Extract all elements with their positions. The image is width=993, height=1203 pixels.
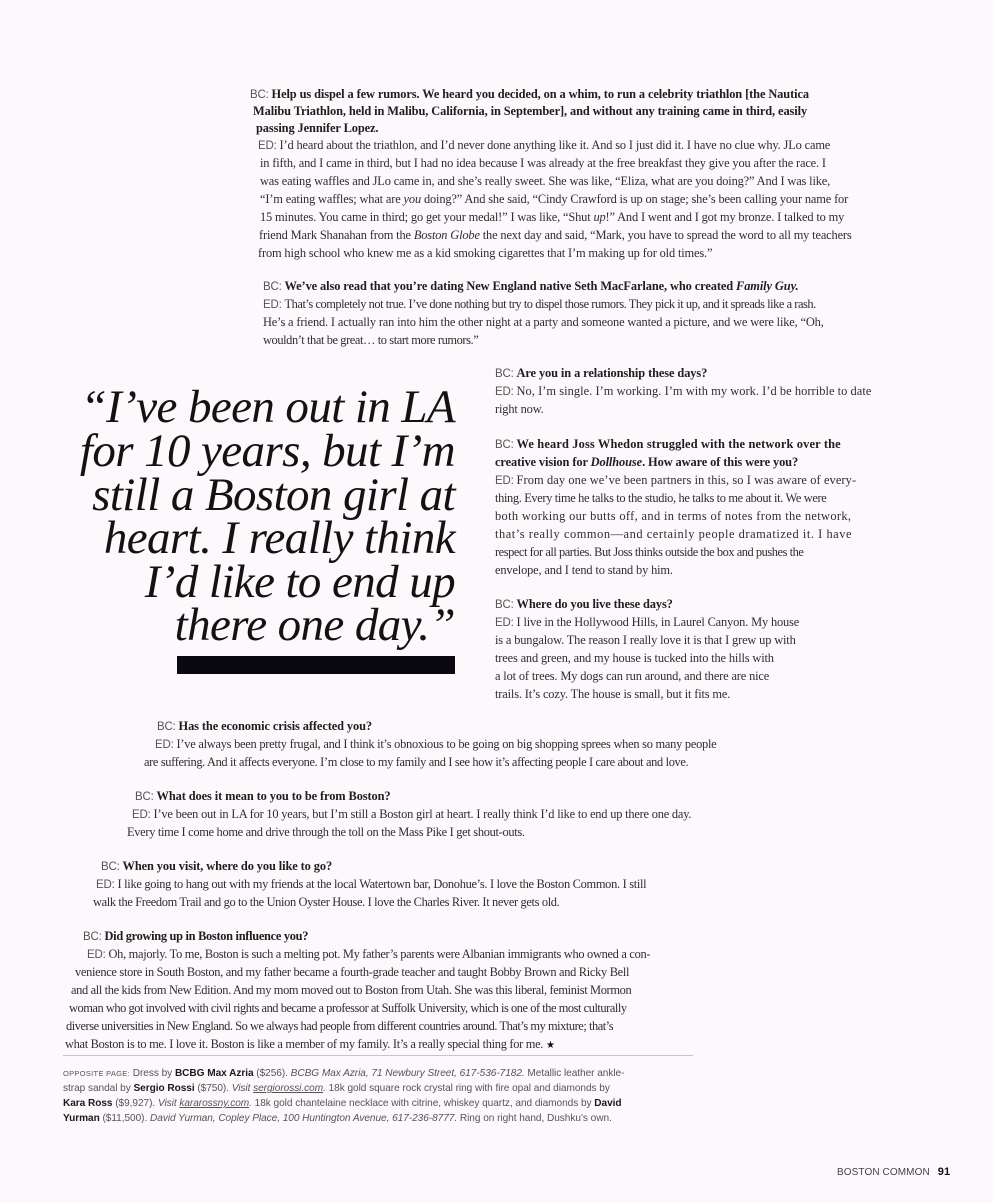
answer-text: respect for all parties. But Joss thinks outside the box and pushes the xyxy=(495,545,804,559)
answer-text: From day one we’ve been partners in this, so I was aware of every- xyxy=(516,473,857,487)
answer-line xyxy=(263,332,478,349)
answer-text: trees and green, and my house is tucked into the hills with xyxy=(495,651,774,665)
answer-line xyxy=(258,245,712,262)
credits-text: ($11,500). xyxy=(99,1113,151,1124)
answer-line xyxy=(263,314,824,331)
pull-quote-line: “I’ve been out in LA xyxy=(80,381,455,433)
answer-line xyxy=(96,876,646,894)
answer-text: venience store in South Boston, and my father became a fourth-grade teacher and taught Bobby Brown and Ricky Bell xyxy=(75,965,630,979)
answer-text: I’ve always been pretty frugal, and I think it’s obnoxious to be going on big shopping sprees when so many people xyxy=(176,737,717,751)
answer-text: from high school who knew me as a kid smoking cigarettes that I’m making up for old times.” xyxy=(258,246,713,260)
answer-text: and all the kids from New Edition. And my mom moved out to Boston from Utah. She was this liberal, feminist Mormon xyxy=(71,983,632,997)
designer-name: Kara Ross xyxy=(63,1098,113,1109)
question-emphasis: Dollhouse xyxy=(590,455,643,469)
answer-text: Every time I come home and drive through the toll on the Mass Pike I get shout-outs. xyxy=(127,825,525,839)
answer-text: envelope, and I tend to stand by him. xyxy=(495,563,673,577)
designer-name: BCBG Max Azria xyxy=(174,1068,254,1079)
answer-line xyxy=(263,296,816,314)
answer-line xyxy=(65,1036,555,1054)
answer-line xyxy=(259,227,852,244)
answer-text: is a bungalow. The reason I really love it is that I grew up with xyxy=(495,633,796,647)
credits-text: 18k gold square rock crystal ring with fire opal and diamonds by xyxy=(325,1083,610,1094)
question-where-live xyxy=(495,596,673,614)
bc-label: BC: xyxy=(135,791,154,803)
bc-label: BC: xyxy=(495,368,514,380)
answer-line xyxy=(260,209,844,226)
designer-name: David xyxy=(594,1098,622,1109)
credits-line xyxy=(63,1096,622,1111)
answer-text: “I’m eating waffles; what are xyxy=(260,192,404,206)
credits-text: ($9,927). xyxy=(112,1098,158,1109)
answer-line xyxy=(495,508,851,525)
bc-label: BC: xyxy=(83,931,102,943)
ed-label: ED: xyxy=(96,879,115,891)
ed-label: ED: xyxy=(263,299,282,311)
answer-line xyxy=(69,1000,627,1017)
pull-quote-line: heart. I really think xyxy=(103,512,455,564)
question-text: passing Jennifer Lopez. xyxy=(256,121,379,135)
answer-text: walk the Freedom Trail and go to the Union Oyster House. I love the Charles River. It never gets old. xyxy=(93,895,560,909)
answer-line xyxy=(75,964,629,981)
credits-text: Metallic leather ankle- xyxy=(524,1068,625,1079)
question-joss-whedon xyxy=(495,436,841,454)
question-line xyxy=(253,103,807,120)
credits-text: Ring on right hand, Dushku’s own. xyxy=(457,1113,612,1124)
store-info: . xyxy=(249,1098,252,1109)
answer-text: I’ve been out in LA for 10 years, but I’m still a Boston girl at heart. I really think I’d like to end up there one day. xyxy=(153,807,692,821)
answer-line xyxy=(155,736,716,754)
bc-label: BC: xyxy=(101,861,120,873)
question-text: What does it mean to you to be from Boston? xyxy=(156,789,391,803)
store-info: Visit xyxy=(231,1083,254,1094)
answer-text: He’s a friend. I actually ran into him the other night at a party and someone wanted a picture, and we were like, “Oh, xyxy=(263,315,824,329)
question-text: Malibu Triathlon, held in Malibu, California, in September], and without any training came in third, easily xyxy=(253,104,808,118)
answer-emphasis: you xyxy=(403,192,421,206)
answer-line xyxy=(87,946,650,964)
answer-text: woman who got involved with civil rights and became a professor at Suffolk University, which is one of the most culturally xyxy=(69,1001,627,1015)
answer-text: in fifth, and I came in third, but I had no idea because I was already at the free breakfast they give you after the race. I xyxy=(260,156,826,170)
answer-line xyxy=(495,544,803,561)
answer-text: are suffering. And it affects everyone. I’m close to my family and I see how it’s affecting people I care about and love. xyxy=(144,755,689,769)
ed-label: ED: xyxy=(87,949,106,961)
question-text: When you visit, where do you like to go? xyxy=(122,859,333,873)
answer-text: both working our butts off, and in terms of notes from the network, xyxy=(495,509,852,523)
credits-text: strap sandal by xyxy=(63,1083,134,1094)
credits-line xyxy=(63,1111,612,1126)
answer-text: 15 minutes. You came in third; go get your medal!” I was like, “Shut xyxy=(260,210,594,224)
ed-label: ED: xyxy=(495,386,514,398)
answer-text: doing?” And she said, “Cindy Crawford is up on stage; she’s been calling your name for xyxy=(421,192,849,206)
pull-quote-rule xyxy=(177,656,455,674)
answer-text: No, I’m single. I’m working. I’m with my work. I’d be horrible to date xyxy=(516,384,872,398)
answer-line xyxy=(495,383,871,401)
answer-text: the next day and said, “Mark, you have to spread the word to all my teachers xyxy=(479,228,852,242)
answer-line xyxy=(495,401,544,418)
credits-text: Dress by xyxy=(130,1068,175,1079)
answer-line xyxy=(495,686,730,703)
ed-label: ED: xyxy=(155,739,174,751)
credits-line xyxy=(63,1081,610,1096)
answer-line xyxy=(495,526,852,543)
store-info: David Yurman, Copley Place, 100 Huntington Avenue, 617-236-8777. xyxy=(150,1113,458,1124)
designer-name: Yurman xyxy=(63,1113,100,1124)
credits-lead: OPPOSITE PAGE: xyxy=(63,1069,130,1078)
answer-text: trails. It’s cozy. The house is small, but it fits me. xyxy=(495,687,731,701)
designer-name: Sergio Rossi xyxy=(133,1083,195,1094)
store-info: . xyxy=(323,1083,326,1094)
answer-text: !” And I went and I got my bronze. I talked to my xyxy=(605,210,845,224)
answer-line xyxy=(260,191,848,208)
answer-line xyxy=(495,562,673,579)
question-line xyxy=(256,120,378,137)
kararossny-link[interactable]: kararossny.com xyxy=(179,1098,250,1109)
question-text: Where do you live these days? xyxy=(516,597,673,611)
answer-line xyxy=(71,982,631,999)
answer-line xyxy=(127,824,525,841)
question-text: creative vision for xyxy=(495,455,591,469)
question-text: Help us dispel a few rumors. We heard you decided, on a whim, to run a celebrity triathlon [the Nautica xyxy=(271,87,809,101)
answer-line xyxy=(258,137,830,155)
answer-text: a lot of trees. My dogs can run around, and there are nice xyxy=(495,669,770,683)
answer-line xyxy=(260,173,830,190)
answer-text: right now. xyxy=(495,402,544,416)
answer-text: thing. Every time he talks to the studio, he talks to me about it. We were xyxy=(495,491,827,505)
question-text: . How aware of this were you? xyxy=(642,455,799,469)
publication-name: BOSTON COMMON xyxy=(837,1167,930,1178)
question-line xyxy=(495,454,798,471)
ed-label: ED: xyxy=(495,475,514,487)
ed-label: ED: xyxy=(258,140,277,152)
bc-label: BC: xyxy=(495,599,514,611)
pull-quote-line: still a Boston girl at xyxy=(92,469,455,521)
answer-text: I’d heard about the triathlon, and I’d never done anything like it. And so I just did it. I have no clue why. JLo came xyxy=(279,138,831,152)
pull-quote-line: there one day.” xyxy=(174,599,455,651)
answer-text: that’s really common—and certainly people dramatized it. I have xyxy=(495,527,853,541)
question-text: We’ve also read that you’re dating New England native Seth MacFarlane, who created xyxy=(284,279,737,293)
store-info: BCBG Max Azria, 71 Newbury Street, 617-536-7182. xyxy=(290,1068,525,1079)
answer-line xyxy=(495,490,826,507)
answer-line xyxy=(260,155,826,172)
question-text: Did growing up in Boston influence you? xyxy=(104,929,309,943)
end-star-icon: ★ xyxy=(546,1040,555,1051)
question-emphasis: Family Guy. xyxy=(736,279,799,293)
answer-line xyxy=(495,632,796,649)
pull-quote-line: I’d like to end up xyxy=(144,556,455,608)
question-triathlon xyxy=(250,86,809,104)
credits-text: ($750). xyxy=(194,1083,232,1094)
ed-label: ED: xyxy=(495,617,514,629)
pull-quote-line: for 10 years, but I’m xyxy=(79,425,455,477)
answer-line xyxy=(495,650,774,667)
answer-line xyxy=(132,806,691,824)
bc-label: BC: xyxy=(157,721,176,733)
bc-label: BC: xyxy=(495,439,514,451)
answer-line xyxy=(495,668,769,685)
credits-text: 18k gold chantelaine necklace with citrine, whiskey quartz, and diamonds by xyxy=(251,1098,595,1109)
answer-text: I like going to hang out with my friends at the local Watertown bar, Donohue’s. I love the Boston Common. I still xyxy=(117,877,647,891)
answer-text: wouldn’t that be great… to start more rumors.” xyxy=(263,333,479,347)
question-text: We heard Joss Whedon struggled with the network over the xyxy=(516,437,841,451)
question-seth-macfarlane xyxy=(263,278,799,296)
question-text: Has the economic crisis affected you? xyxy=(178,719,373,733)
bc-label: BC: xyxy=(250,89,269,101)
answer-line xyxy=(144,754,688,771)
ed-label: ED: xyxy=(132,809,151,821)
page-folio xyxy=(837,1166,950,1178)
question-economic-crisis xyxy=(157,718,372,736)
answer-emphasis: up xyxy=(593,210,606,224)
answer-line xyxy=(93,894,559,911)
sergiorossi-link[interactable]: sergiorossi.com xyxy=(253,1083,324,1094)
answer-text: friend Mark Shanahan from the xyxy=(259,228,414,242)
credits-text: ($256). xyxy=(253,1068,291,1079)
divider-rule xyxy=(63,1055,693,1056)
answer-text: was eating waffles and JLo came in, and she’s really sweet. She was like, “Eliza, what are you doing?” And I was like, xyxy=(260,174,831,188)
credits-line xyxy=(63,1066,624,1081)
answer-text: Oh, majorly. To me, Boston is such a melting pot. My father’s parents were Albanian immigrants who owned a con- xyxy=(108,947,651,961)
store-info: Visit xyxy=(157,1098,180,1109)
answer-text: I live in the Hollywood Hills, in Laurel Canyon. My house xyxy=(516,615,800,629)
answer-line xyxy=(66,1018,613,1035)
answer-text: diverse universities in New England. So we always had people from different countries around. That’s my mixture; that’s xyxy=(66,1019,614,1033)
page-number: 91 xyxy=(937,1166,951,1178)
answer-line xyxy=(495,614,799,632)
question-growing-up xyxy=(83,928,308,946)
question-relationship xyxy=(495,365,707,383)
bc-label: BC: xyxy=(263,281,282,293)
answer-text: That’s completely not true. I’ve done nothing but try to dispel those rumors. They pick it up, and it spreads like a rash. xyxy=(284,297,816,311)
answer-text: what Boston is to me. I love it. Boston is like a member of my family. It’s a really special thing for me. xyxy=(65,1037,544,1051)
question-from-boston xyxy=(135,788,391,806)
answer-emphasis: Boston Globe xyxy=(413,228,480,242)
answer-line xyxy=(495,472,856,490)
question-text: Are you in a relationship these days? xyxy=(516,366,708,380)
question-where-visit xyxy=(101,858,332,876)
